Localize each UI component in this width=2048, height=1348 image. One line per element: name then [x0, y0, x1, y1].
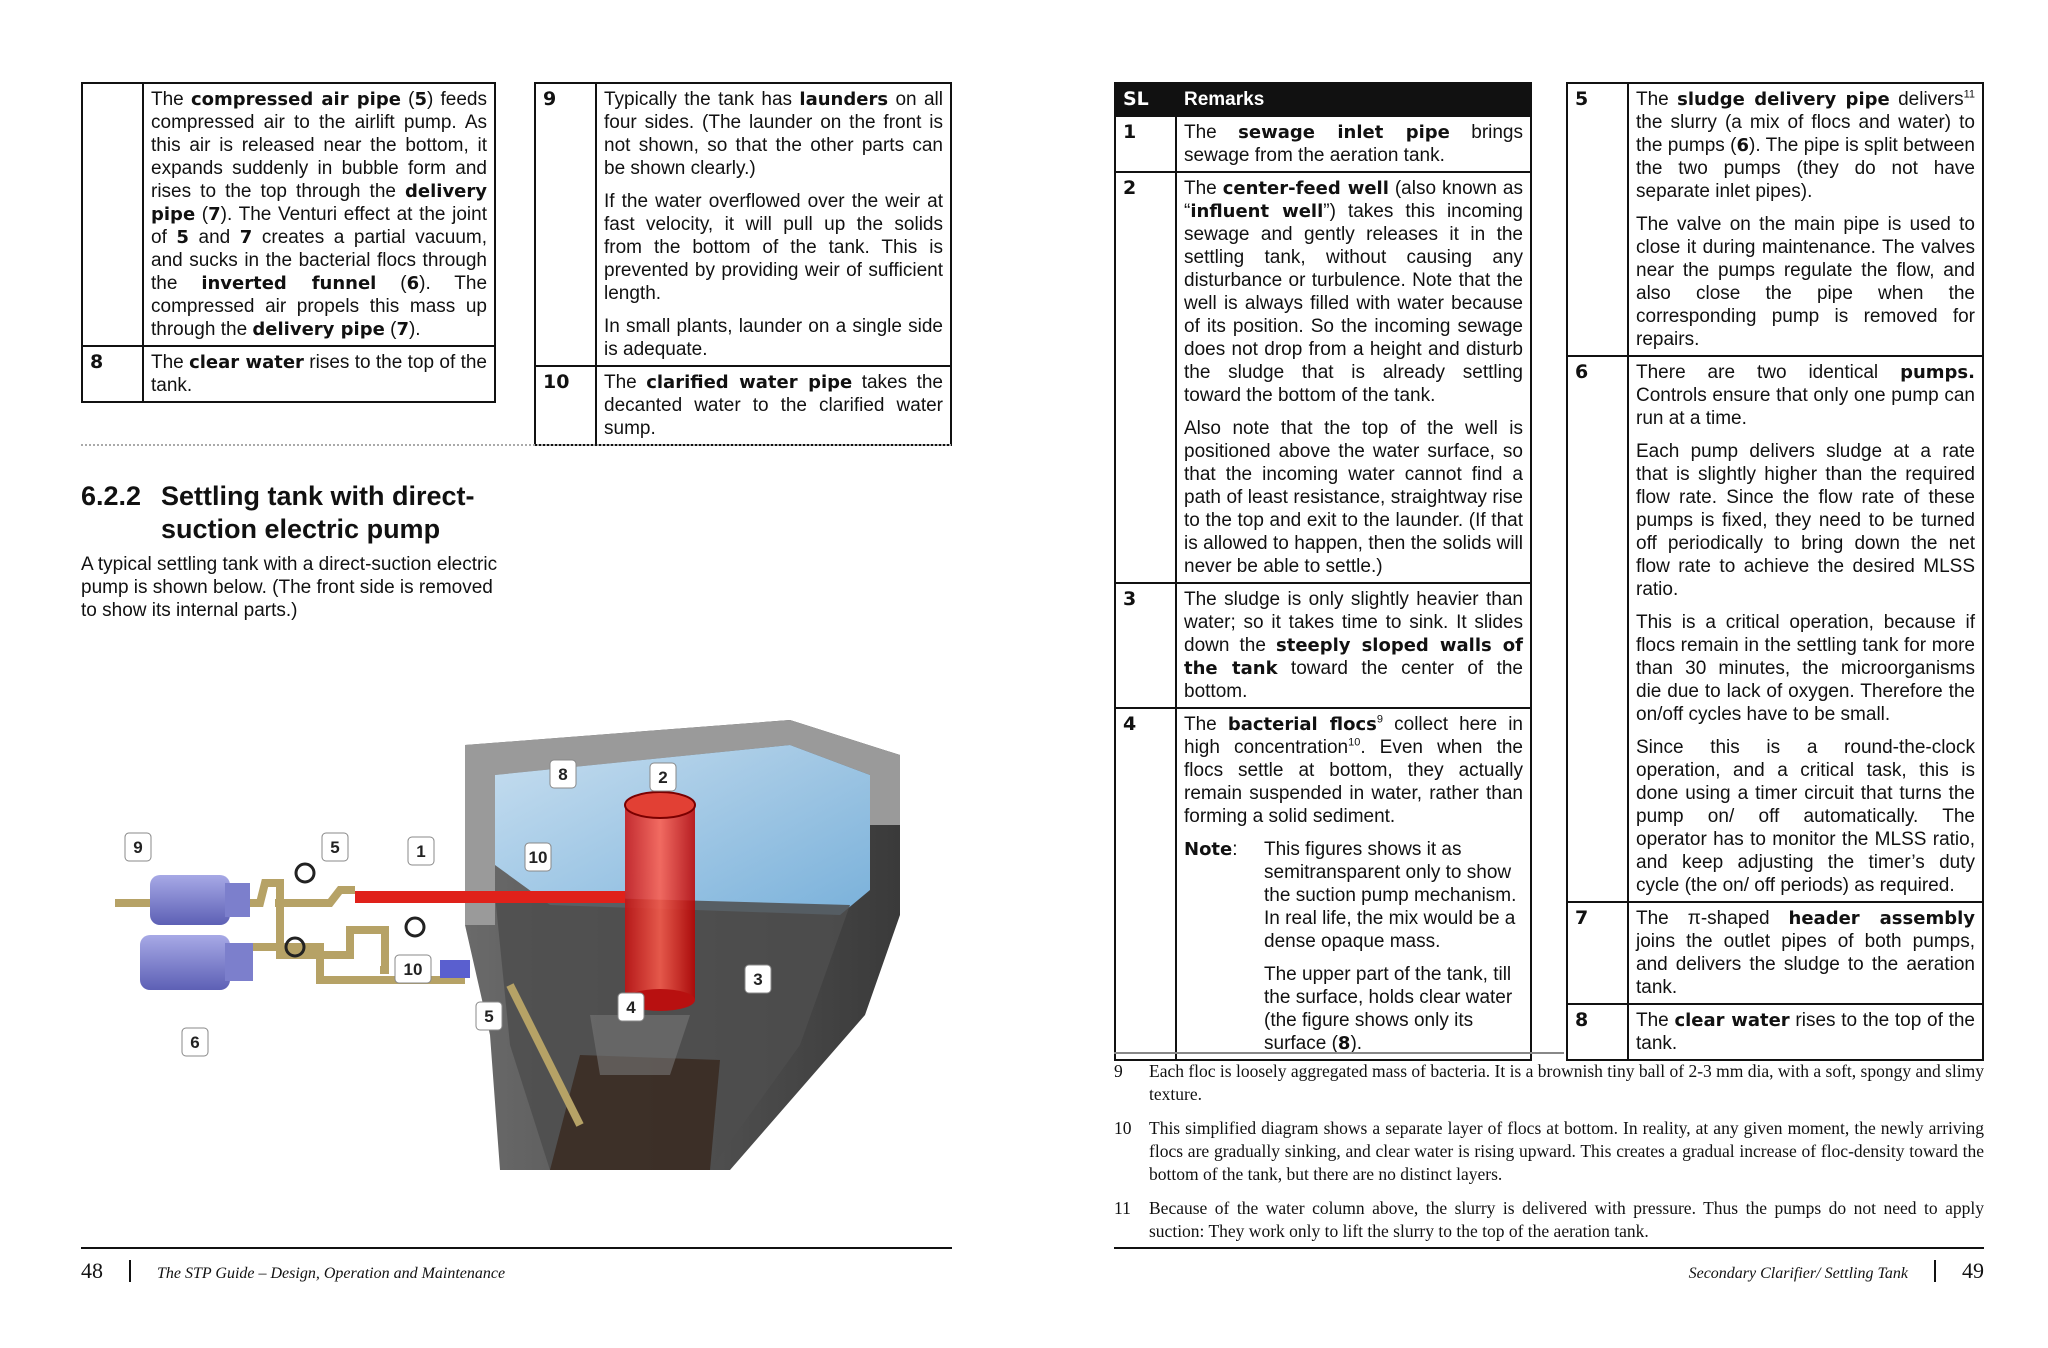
- callout-3: [745, 965, 771, 993]
- footnote-text: This simplified diagram shows a separate layer of flocs at bottom. In reality, at any given moment, the newly arriving flocs are gradually sinking, and clear water is rising upward. This creates a gradual increase of floc-density toward the bottom of the tank, but there are no distinct layers.: [1149, 1118, 1984, 1184]
- table-row: [1115, 583, 1531, 708]
- section-divider: [81, 444, 951, 446]
- row-remarks: The clear water rises to the top of the tank.: [1628, 1004, 1983, 1060]
- callout-9: [525, 843, 551, 871]
- svg-text:4: 4: [626, 998, 636, 1017]
- footer-rule-right: [1114, 1247, 1984, 1249]
- section-number: 6.2.2: [81, 481, 142, 511]
- table-row: [82, 346, 495, 402]
- section-title-line2: suction electric pump: [161, 514, 441, 544]
- left-page: [0, 0, 1000, 1348]
- row-number: 8: [82, 346, 143, 402]
- row-remarks: There are two identical pumps. Controls ensure that only one pump can run at a time. Each pump delivers sludge at a rate that is slightly higher than the required flow rate. Since the flow rate of these pumps is fixed, they need to be turned off periodically to bring down the net flow rate to achieve the desired MLSS ratio. This is a critical operation, because if flocs remain in the settling tank for more than 30 minutes, the microorganisms die due to lack of oxygen. Therefore the on/off cycles have to be small. Since this is a round-the-clock operation, and a critical task, this is done using a timer circuit that turns the pump on/ off automatically. The operator has to monitor the MLSS ratio, and keep adjusting the timer’s duty cycle (the on/ off periods) as required.: [1628, 356, 1983, 902]
- row-remarks: The compressed air pipe (5) feeds compressed air to the airlift pump. As this air is released near the bottom, it expands suddenly in bubble form and rises to the top through the delivery pipe (7). The Venturi effect at the joint of 5 and 7 creates a partial vacuum, and sucks in the bacterial flocs through the inverted funnel (6). The compressed air propels this mass up through the delivery pipe (7).: [143, 83, 495, 346]
- table-row: [82, 83, 495, 346]
- row-remarks: The clear water rises to the top of the tank.: [143, 346, 495, 402]
- row-number: 5: [1567, 83, 1628, 356]
- svg-text:6: 6: [190, 1033, 200, 1052]
- table-row: [1567, 1004, 1983, 1060]
- svg-text:3: 3: [753, 970, 763, 989]
- table-b: [534, 82, 952, 446]
- row-number: 1: [1115, 116, 1176, 172]
- table-row: [1567, 356, 1983, 902]
- footnote: [1114, 1117, 1984, 1186]
- row-remarks: The sludge is only slightly heavier than water; so it takes time to sink. It slides down the steeply sloped walls of the tank toward the center of the bottom.: [1176, 583, 1531, 708]
- footer-right: [1689, 1258, 1984, 1284]
- svg-text:5: 5: [330, 838, 340, 857]
- callout-2: [650, 763, 676, 791]
- row-number: 10: [535, 366, 596, 445]
- footnote-rule: [1114, 1052, 1564, 1054]
- callout-6: [182, 1028, 208, 1056]
- book-title: The STP Guide – Design, Operation and Maintenance: [157, 1265, 506, 1282]
- center-feed-well: [625, 792, 695, 1011]
- callout-5b: [476, 1002, 502, 1030]
- svg-text:10: 10: [403, 960, 423, 979]
- table-c: [1114, 82, 1532, 1061]
- footer-rule-left: [81, 1247, 952, 1249]
- footer-left: [81, 1258, 505, 1284]
- table-d: [1566, 82, 1984, 1061]
- callout-8: [550, 760, 576, 788]
- table-row: [535, 83, 951, 366]
- clarified-water-pipe: [440, 960, 470, 978]
- svg-text:2: 2: [658, 768, 668, 787]
- settling-tank-figure: [110, 715, 930, 1175]
- footnote-text: Each floc is loosely aggregated mass of bacteria. It is a brownish tiny ball of 2-3 mm dia, with a soft, spongy and slimy texture.: [1149, 1061, 1984, 1104]
- table-row: [535, 366, 951, 445]
- svg-text:8: 8: [558, 765, 568, 784]
- footnote: [1114, 1197, 1984, 1243]
- page-number-right: 49: [1962, 1258, 1984, 1283]
- callout-7: [125, 833, 151, 861]
- table-a: [81, 82, 496, 403]
- intro-text: A typical settling tank with a direct-suction electric pump is shown below. (The front side is removed to show its internal parts.): [81, 554, 498, 621]
- row-remarks: Typically the tank has launders on all four sides. (The launder on the front is not shown, so that the other parts can be shown clearly.) If the water overflowed over the weir at fast velocity, it will pull up the solids from the bottom of the tank. This is prevented by providing weir of sufficient length. In small plants, launder on a single side is adequate.: [596, 83, 951, 366]
- row-number: [82, 83, 143, 346]
- header-remarks: Remarks: [1176, 83, 1531, 116]
- table-row: [1115, 116, 1531, 172]
- svg-text:10: 10: [528, 848, 548, 867]
- header-sl: SL: [1115, 83, 1176, 116]
- footnote-number: 11: [1114, 1198, 1131, 1218]
- row-number: 8: [1567, 1004, 1628, 1060]
- row-number: 3: [1115, 583, 1176, 708]
- footnote-number: 9: [1114, 1061, 1123, 1081]
- footnote-number: 10: [1114, 1118, 1132, 1138]
- callout-1: [408, 837, 434, 865]
- table-row: [1567, 83, 1983, 356]
- svg-text:1: 1: [416, 842, 426, 861]
- row-number: 4: [1115, 708, 1176, 1060]
- table-header: [1115, 83, 1531, 116]
- footnote: [1114, 1060, 1984, 1106]
- row-number: 9: [535, 83, 596, 366]
- row-remarks: The sludge delivery pipe delivers$^{11}$ the slurry (a mix of flocs and water) to the pumps (6). The pipe is split between the two pumps (they do not have separate inlet pipes). The valve on the main pipe is used to close it during maintenance. The valves near the pumps regulate the flow, and also close the pipe when the corresponding pump is removed for repairs.: [1628, 83, 1983, 356]
- svg-text:5: 5: [484, 1007, 494, 1026]
- row-number: 2: [1115, 172, 1176, 583]
- row-remarks: The π-shaped header assembly joins the outlet pipes of both pumps, and delivers the sludge to the aeration tank.: [1628, 902, 1983, 1004]
- table-row: [1567, 902, 1983, 1004]
- sewage-inlet-pipe: [355, 891, 625, 903]
- svg-text:9: 9: [133, 838, 143, 857]
- section-title-line1: Settling tank with direct-: [161, 481, 475, 511]
- row-remarks: The center-feed well (also known as “influent well”) takes this incoming sewage and gently releases it in the settling tank, without causing any disturbance or turbulence. Note that the well is always filled with water because of its position. So the incoming sewage does not drop from a height and disturb the sludge that is already settling toward the bottom of the tank. Also note that the top of the well is positioned above the water surface, so that the incoming water cannot find a path of least resistance, straightway rise to the top and exit to the launder. (If that is allowed to happen, then the solids will never be able to settle.): [1176, 172, 1531, 583]
- page-number-left: 48: [81, 1258, 103, 1283]
- row-number: 7: [1567, 902, 1628, 1004]
- footnotes: [1114, 1060, 1984, 1254]
- table-row: [1115, 172, 1531, 583]
- table-row: [1115, 708, 1531, 1060]
- row-remarks: The clarified water pipe takes the decanted water to the clarified water sump.: [596, 366, 951, 445]
- footnote-text: Because of the water column above, the slurry is delivered with pressure. Thus the pumps do not need to apply suction: They work only to lift the slurry to the top of the aeration tank.: [1149, 1198, 1984, 1241]
- chapter-title: Secondary Clarifier/ Settling Tank: [1688, 1265, 1908, 1282]
- callout-4: [618, 993, 644, 1021]
- callout-5a: [322, 833, 348, 861]
- row-number: 6: [1567, 356, 1628, 902]
- row-remarks: The bacterial flocs$^9$ collect here in high concentration$^{10}$. Even when the flocs settle at bottom, they actually remain suspended in water, rather than forming a solid sediment. Note: This figures shows it as semitransparent only to show the suction pump mechanism. In real life, the mix would be a dense opaque mass. The upper part of the tank, till the surface, holds clear water (the figure shows only its surface (8).: [1176, 708, 1531, 1060]
- callout-10: [395, 955, 431, 983]
- row-remarks: The sewage inlet pipe brings sewage from the aeration tank.: [1176, 116, 1531, 172]
- section-heading: [81, 480, 581, 546]
